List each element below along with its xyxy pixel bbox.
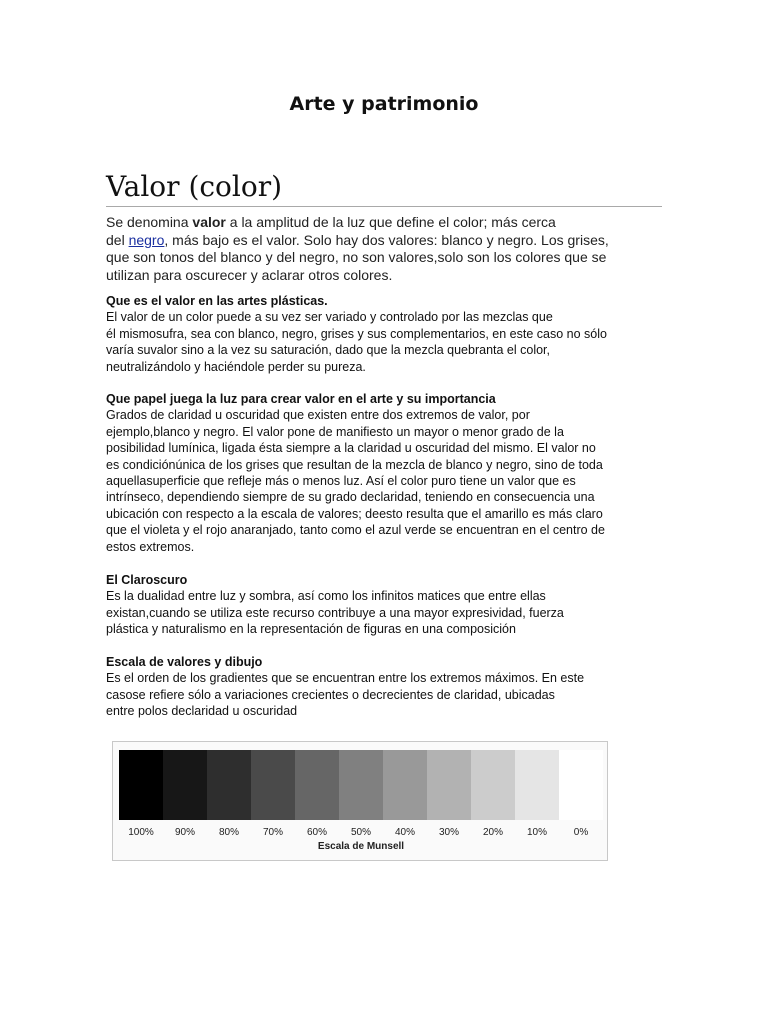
munsell-label: 60% [306, 827, 327, 838]
section-line: es condiciónúnica de los grises que resultan de la mezcla de blanco y negro, sino de toda [106, 457, 603, 472]
section-line: El valor de un color puede a su vez ser variado y controlado por las mezclas que [106, 310, 553, 325]
section-valor-artes [106, 293, 666, 375]
munsell-scale-figure [112, 741, 608, 861]
section-line: varía suvalor sino a la vez su saturación, dado que la mezcla quebranta el color, [106, 343, 551, 358]
intro-line: que son tonos del blanco y del negro, no son valores,solo son los colores que se [106, 249, 607, 265]
munsell-label: 80% [218, 827, 239, 838]
section-line: posibilidad lumínica, ligada ésta siempre a la claridad u oscuridad del mismo. El valor no [106, 441, 596, 456]
munsell-label: 30% [438, 827, 459, 838]
munsell-label: 50% [350, 827, 371, 838]
section-line: que el violeta y el rojo anaranjado, tanto como el azul verde se encuentran en el centro de [106, 523, 605, 538]
intro-bold-term: valor [192, 214, 226, 230]
section-line: ejemplo,blanco y negro. El valor pone de manifiesto un mayor o menor grado de la [106, 424, 564, 439]
intro-text: , más bajo es el valor. Solo hay dos valores: blanco y negro. Los grises, [164, 231, 609, 248]
section-claroscuro [106, 572, 666, 638]
intro-text: Se denomina [106, 214, 193, 230]
section-heading: Escala de valores y dibujo [106, 655, 263, 669]
munsell-swatch [295, 750, 339, 820]
section-luz-valor [106, 391, 666, 555]
section-line: intrínseco, dependiendo siempre de su grado declaridad, teniendo en consecuencia una [106, 490, 595, 505]
munsell-label: 40% [394, 827, 415, 838]
munsell-swatch [251, 750, 295, 820]
article-heading: Valor (color) [106, 170, 662, 207]
intro-line [106, 232, 666, 250]
section-line: ubicación con respecto a la escala de valores; deesto resulta que el amarillo es más claro [106, 506, 603, 521]
munsell-swatch [471, 750, 515, 820]
munsell-swatches [119, 750, 603, 820]
munsell-swatch [515, 750, 559, 820]
section-line: Es la dualidad entre luz y sombra, así como los infinitos matices que entre ellas [106, 589, 546, 604]
intro-paragraph [106, 214, 666, 284]
munsell-labels [119, 827, 603, 838]
section-line: aquellasuperficie que refleje más o menos luz. Así el color puro tiene un valor que es [106, 474, 576, 489]
section-line: entre polos declaridad u oscuridad [106, 704, 298, 719]
intro-line [106, 214, 666, 232]
munsell-label: 100% [128, 827, 154, 838]
munsell-swatch [559, 750, 603, 820]
section-line: existan,cuando se utiliza este recurso contribuye a una mayor expresividad, fuerza [106, 605, 564, 620]
munsell-label: 70% [262, 827, 283, 838]
munsell-label: 10% [526, 827, 547, 838]
section-line: estos extremos. [106, 539, 195, 554]
munsell-swatch [339, 750, 383, 820]
page-title: Arte y patrimonio [289, 93, 479, 115]
munsell-swatch [427, 750, 471, 820]
munsell-label: 20% [482, 827, 503, 838]
munsell-label: 0% [573, 827, 589, 838]
munsell-swatch [163, 750, 207, 820]
section-line: Es el orden de los gradientes que se encuentran entre los extremos máximos. En este [106, 671, 585, 686]
section-line: neutralizándolo y haciéndole perder su pureza. [106, 359, 366, 374]
intro-text: a la amplitud de la luz que define el color; más cerca [225, 214, 556, 230]
munsell-swatch [119, 750, 163, 820]
section-heading: Que papel juega la luz para crear valor en el arte y su importancia [106, 392, 496, 406]
munsell-label: 90% [174, 827, 195, 838]
negro-link[interactable]: negro [128, 231, 165, 248]
section-line: Grados de claridad u oscuridad que existen entre dos extremos de valor, por [106, 408, 530, 423]
munsell-caption: Escala de Munsell [317, 841, 405, 852]
intro-text: del [106, 231, 129, 248]
section-line: plástica y naturalismo en la representación de figuras en una composición [106, 622, 516, 637]
munsell-swatch [383, 750, 427, 820]
munsell-swatch [207, 750, 251, 820]
intro-line: utilizan para oscurecer y aclarar otros colores. [106, 266, 393, 283]
section-heading: Que es el valor en las artes plásticas. [106, 294, 328, 308]
section-escala-valores [106, 654, 666, 720]
section-line: casose refiere sólo a variaciones crecientes o decrecientes de claridad, ubicadas [106, 687, 555, 702]
section-heading: El Claroscuro [106, 573, 188, 587]
section-line: él mismosufra, sea con blanco, negro, grises y sus complementarios, en este caso no sólo [106, 326, 607, 341]
